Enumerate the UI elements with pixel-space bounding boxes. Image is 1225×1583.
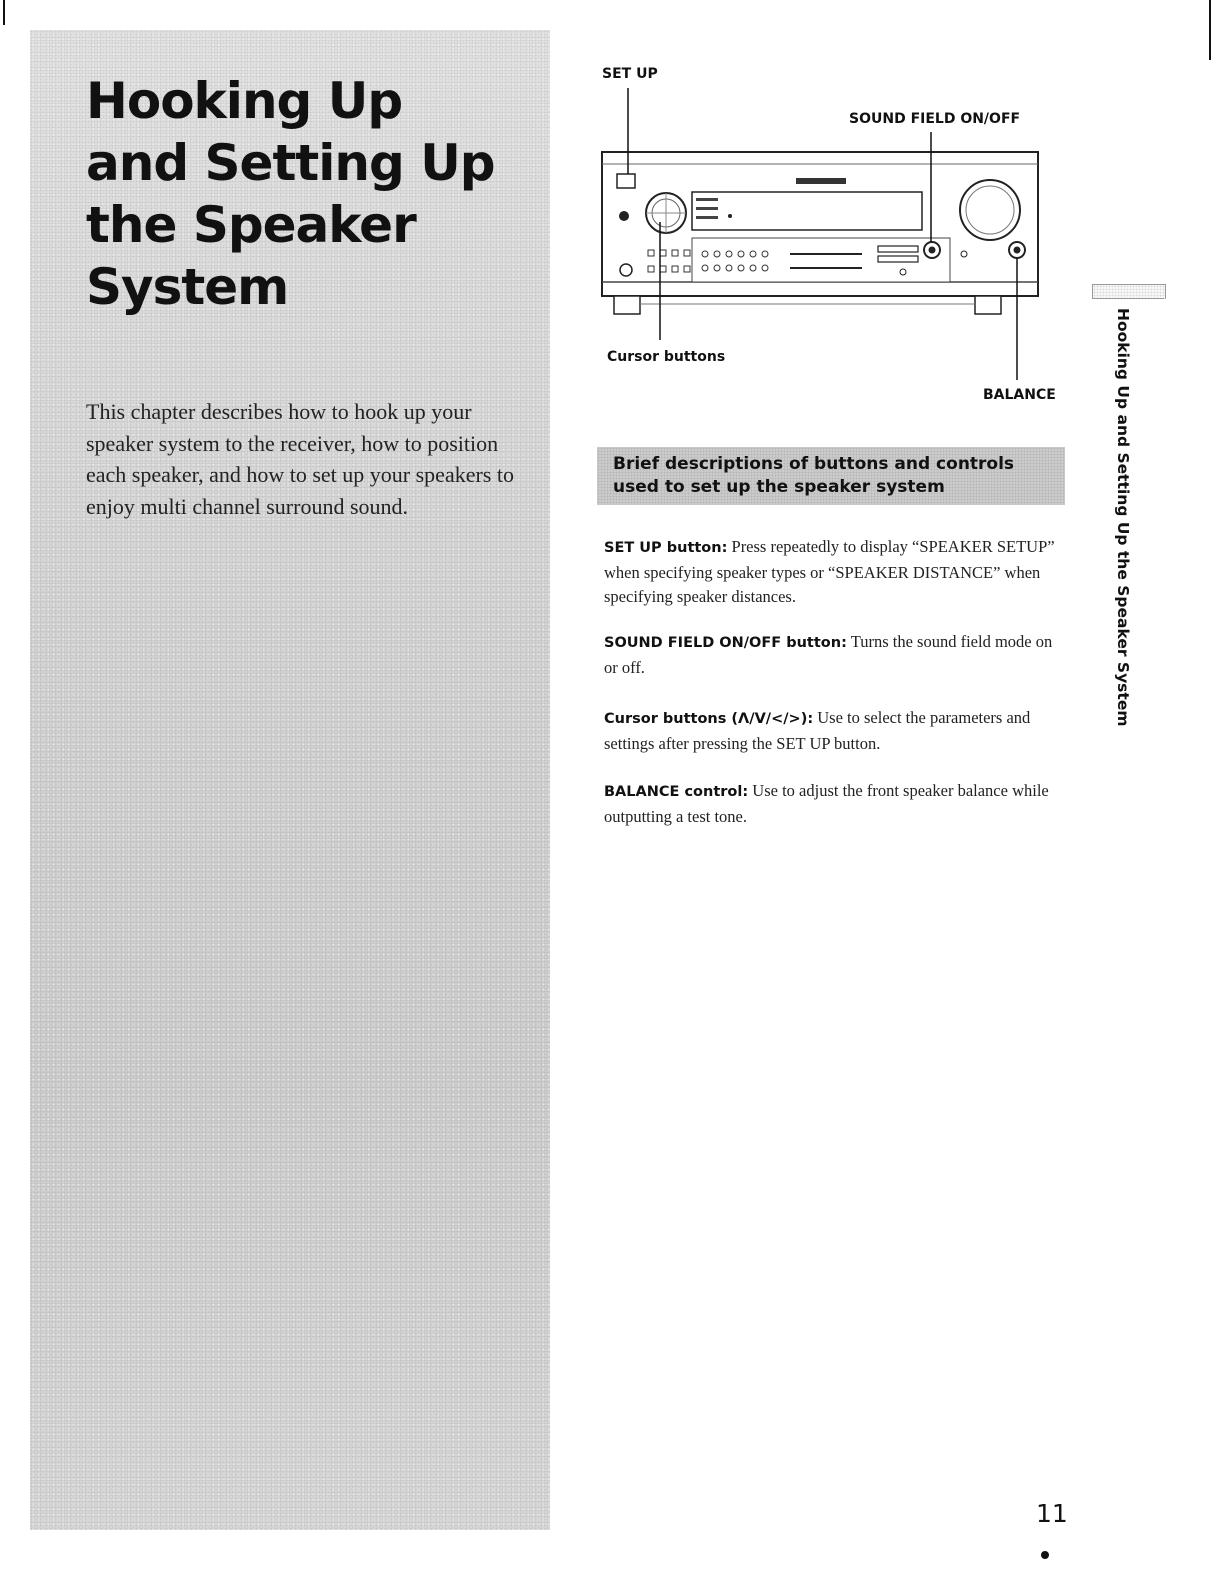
description-sound-field — [604, 630, 1064, 680]
label-balance: BALANCE — [983, 387, 1056, 403]
side-tab-rule — [1092, 298, 1164, 299]
description-term: SET UP button: — [604, 540, 728, 556]
section-heading: Brief descriptions of buttons and controls used to set up the speaker system — [597, 447, 1065, 505]
description-set-up — [604, 535, 1064, 610]
chapter-title-line: Hooking Up — [86, 72, 403, 130]
chapter-title-line: System — [86, 258, 289, 316]
description-term: Cursor buttons (Λ/V/</>): — [604, 711, 814, 727]
side-tab-marker — [1092, 284, 1166, 299]
side-tab-label: Hooking Up and Setting Up the Speaker System — [1114, 308, 1132, 727]
page-number: 11 — [1036, 1499, 1068, 1528]
label-set-up: SET UP — [602, 66, 658, 82]
description-balance — [604, 779, 1064, 829]
chapter-title-line: the Speaker — [86, 196, 416, 254]
description-text: Turns the sound field mode on or off. — [604, 632, 1053, 677]
description-cursor-buttons — [604, 706, 1064, 756]
description-text: Press repeatedly to display “SPEAKER SETUP” when specifying speaker types or “SPEAKER DISTANCE” when specifying speaker distances. — [604, 537, 1055, 606]
label-cursor-buttons: Cursor buttons — [607, 349, 726, 365]
description-term: SOUND FIELD ON/OFF button: — [604, 635, 847, 651]
description-text: Use to adjust the front speaker balance while outputting a test tone. — [604, 781, 1049, 826]
label-sound-field: SOUND FIELD ON/OFF — [849, 111, 1021, 127]
description-term: BALANCE control: — [604, 784, 749, 800]
description-text: Use to select the parameters and settings after pressing the SET UP button. — [604, 708, 1031, 753]
chapter-intro: This chapter describes how to hook up your speaker system to the receiver, how to position each speaker, and how to set up your speakers to enjoy multi channel surround sound. — [86, 399, 514, 519]
page-dot — [1041, 1551, 1049, 1559]
chapter-title-line: and Setting Up — [86, 134, 495, 192]
